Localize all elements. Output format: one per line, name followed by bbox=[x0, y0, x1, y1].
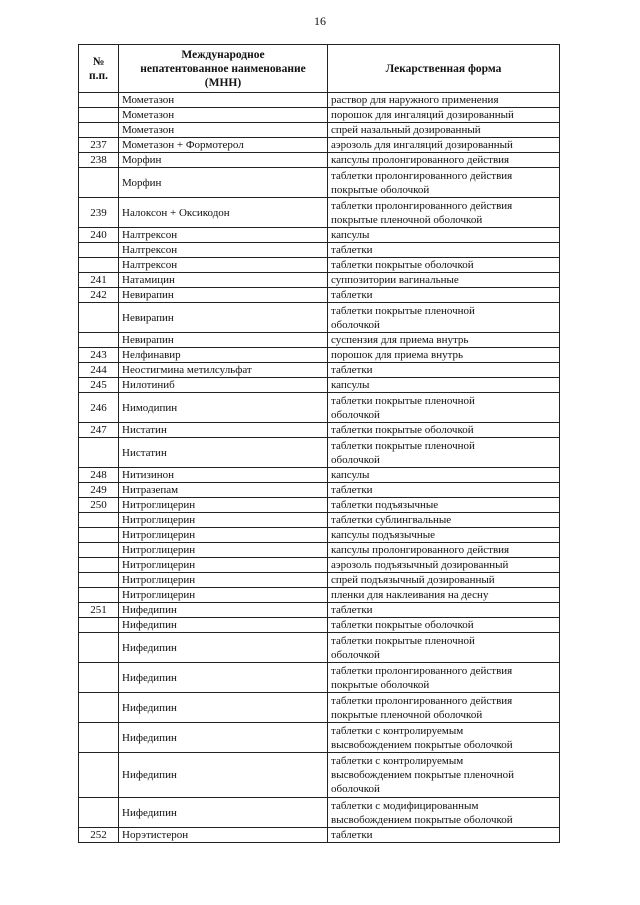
row-dosage-form-cell: раствор для наружного применения bbox=[328, 93, 560, 108]
row-inn-cell: Нитроглицерин bbox=[119, 498, 328, 513]
row-number-cell bbox=[79, 573, 119, 588]
row-dosage-form-cell: таблетки пролонгированного действия покрытые пленочной оболочкой bbox=[328, 198, 560, 228]
table-row bbox=[79, 618, 560, 633]
table-row bbox=[79, 333, 560, 348]
row-number-cell: 250 bbox=[79, 498, 119, 513]
row-inn-cell: Невирапин bbox=[119, 288, 328, 303]
row-number-cell: 238 bbox=[79, 153, 119, 168]
drug-table bbox=[78, 44, 560, 843]
row-number-cell: 243 bbox=[79, 348, 119, 363]
row-inn-cell: Мометазон bbox=[119, 108, 328, 123]
row-number-cell bbox=[79, 723, 119, 753]
row-dosage-form-cell: таблетки пролонгированного действия покрытые пленочной оболочкой bbox=[328, 693, 560, 723]
table-row bbox=[79, 483, 560, 498]
page-number: 16 bbox=[314, 14, 326, 28]
row-number-cell bbox=[79, 693, 119, 723]
row-number-cell bbox=[79, 798, 119, 828]
row-number-cell: 247 bbox=[79, 423, 119, 438]
row-number-cell bbox=[79, 93, 119, 108]
row-inn-cell: Нитразепам bbox=[119, 483, 328, 498]
table-row bbox=[79, 378, 560, 393]
row-inn-cell: Нистатин bbox=[119, 438, 328, 468]
row-dosage-form-cell: капсулы подъязычные bbox=[328, 528, 560, 543]
header-number-text: № п.п. bbox=[88, 55, 108, 82]
row-inn-cell: Невирапин bbox=[119, 333, 328, 348]
row-dosage-form-cell: таблетки bbox=[328, 828, 560, 843]
row-dosage-form-cell: капсулы пролонгированного действия bbox=[328, 543, 560, 558]
row-inn-cell: Нифедипин bbox=[119, 603, 328, 618]
row-inn-cell: Норэтистерон bbox=[119, 828, 328, 843]
row-dosage-form-cell: таблетки покрытые пленочной оболочкой bbox=[328, 393, 560, 423]
row-dosage-form-cell: таблетки покрытые оболочкой bbox=[328, 258, 560, 273]
row-number-cell bbox=[79, 528, 119, 543]
table-row bbox=[79, 93, 560, 108]
row-number-cell bbox=[79, 438, 119, 468]
row-dosage-form-cell: таблетки с контролируемым высвобождением покрытые оболочкой bbox=[328, 723, 560, 753]
row-inn-cell: Нитроглицерин bbox=[119, 513, 328, 528]
table-row bbox=[79, 438, 560, 468]
row-number-cell bbox=[79, 753, 119, 798]
header-number bbox=[79, 45, 119, 93]
table-row bbox=[79, 303, 560, 333]
row-number-cell: 252 bbox=[79, 828, 119, 843]
row-dosage-form-cell: таблетки пролонгированного действия покрытые оболочкой bbox=[328, 663, 560, 693]
row-dosage-form-cell: аэрозоль подъязычный дозированный bbox=[328, 558, 560, 573]
row-dosage-form-cell: капсулы bbox=[328, 378, 560, 393]
table-row bbox=[79, 693, 560, 723]
row-dosage-form-cell: таблетки сублингвальные bbox=[328, 513, 560, 528]
row-dosage-form-cell: таблетки с модифицированным высвобождением покрытые оболочкой bbox=[328, 798, 560, 828]
row-number-cell: 237 bbox=[79, 138, 119, 153]
table-row bbox=[79, 123, 560, 138]
row-number-cell: 239 bbox=[79, 198, 119, 228]
row-inn-cell: Налоксон + Оксикодон bbox=[119, 198, 328, 228]
row-dosage-form-cell: таблетки покрытые оболочкой bbox=[328, 618, 560, 633]
row-dosage-form-cell: спрей подъязычный дозированный bbox=[328, 573, 560, 588]
row-number-cell bbox=[79, 633, 119, 663]
row-dosage-form-cell: аэрозоль для ингаляций дозированный bbox=[328, 138, 560, 153]
row-inn-cell: Нитроглицерин bbox=[119, 588, 328, 603]
row-inn-cell: Морфин bbox=[119, 153, 328, 168]
row-inn-cell: Нитизинон bbox=[119, 468, 328, 483]
header-inn-text: Международное непатентованное наименование (МНН) bbox=[140, 48, 306, 89]
table-row bbox=[79, 663, 560, 693]
table-row bbox=[79, 288, 560, 303]
row-dosage-form-cell: капсулы пролонгированного действия bbox=[328, 153, 560, 168]
row-number-cell bbox=[79, 258, 119, 273]
table-row bbox=[79, 348, 560, 363]
table-row bbox=[79, 633, 560, 663]
row-inn-cell: Мометазон bbox=[119, 93, 328, 108]
row-inn-cell: Нилотиниб bbox=[119, 378, 328, 393]
row-dosage-form-cell: таблетки bbox=[328, 363, 560, 378]
row-inn-cell: Нифедипин bbox=[119, 693, 328, 723]
row-number-cell bbox=[79, 558, 119, 573]
table-row bbox=[79, 393, 560, 423]
row-number-cell: 241 bbox=[79, 273, 119, 288]
row-dosage-form-cell: пленки для наклеивания на десну bbox=[328, 588, 560, 603]
table-row bbox=[79, 198, 560, 228]
row-number-cell: 246 bbox=[79, 393, 119, 423]
row-inn-cell: Нитроглицерин bbox=[119, 543, 328, 558]
row-number-cell bbox=[79, 243, 119, 258]
row-inn-cell: Нитроглицерин bbox=[119, 528, 328, 543]
row-number-cell: 244 bbox=[79, 363, 119, 378]
row-dosage-form-cell: таблетки покрытые пленочной оболочкой bbox=[328, 633, 560, 663]
row-number-cell bbox=[79, 618, 119, 633]
table-row bbox=[79, 363, 560, 378]
table-row bbox=[79, 588, 560, 603]
row-inn-cell: Налтрексон bbox=[119, 243, 328, 258]
row-inn-cell: Невирапин bbox=[119, 303, 328, 333]
row-number-cell bbox=[79, 168, 119, 198]
row-dosage-form-cell: порошок для приема внутрь bbox=[328, 348, 560, 363]
row-dosage-form-cell: таблетки покрытые оболочкой bbox=[328, 423, 560, 438]
row-dosage-form-cell: суспензия для приема внутрь bbox=[328, 333, 560, 348]
table-row bbox=[79, 753, 560, 798]
table-header-row bbox=[79, 45, 560, 93]
row-dosage-form-cell: порошок для ингаляций дозированный bbox=[328, 108, 560, 123]
table-row bbox=[79, 798, 560, 828]
row-inn-cell: Нифедипин bbox=[119, 618, 328, 633]
row-dosage-form-cell: таблетки покрытые пленочной оболочкой bbox=[328, 303, 560, 333]
table-row bbox=[79, 828, 560, 843]
row-dosage-form-cell: таблетки с контролируемым высвобождением покрытые пленочной оболочкой bbox=[328, 753, 560, 798]
row-inn-cell: Нифедипин bbox=[119, 723, 328, 753]
row-number-cell: 245 bbox=[79, 378, 119, 393]
header-dosage-form-text: Лекарственная форма bbox=[385, 62, 502, 75]
table-row bbox=[79, 153, 560, 168]
row-inn-cell: Нитроглицерин bbox=[119, 573, 328, 588]
table-row bbox=[79, 168, 560, 198]
row-number-cell bbox=[79, 543, 119, 558]
row-inn-cell: Неостигмина метилсульфат bbox=[119, 363, 328, 378]
row-inn-cell: Нимодипин bbox=[119, 393, 328, 423]
row-dosage-form-cell: таблетки bbox=[328, 483, 560, 498]
table-row bbox=[79, 273, 560, 288]
header-inn bbox=[119, 45, 328, 93]
row-dosage-form-cell: таблетки bbox=[328, 288, 560, 303]
table-row bbox=[79, 543, 560, 558]
row-inn-cell: Мометазон + Формотерол bbox=[119, 138, 328, 153]
row-inn-cell: Нифедипин bbox=[119, 753, 328, 798]
row-inn-cell: Нелфинавир bbox=[119, 348, 328, 363]
table-row bbox=[79, 528, 560, 543]
row-number-cell: 242 bbox=[79, 288, 119, 303]
row-number-cell: 240 bbox=[79, 228, 119, 243]
row-inn-cell: Морфин bbox=[119, 168, 328, 198]
row-number-cell: 251 bbox=[79, 603, 119, 618]
table-row bbox=[79, 228, 560, 243]
table-row bbox=[79, 723, 560, 753]
row-number-cell: 248 bbox=[79, 468, 119, 483]
row-dosage-form-cell: таблетки bbox=[328, 603, 560, 618]
header-dosage-form bbox=[328, 45, 560, 93]
table-row bbox=[79, 558, 560, 573]
row-dosage-form-cell: таблетки bbox=[328, 243, 560, 258]
row-dosage-form-cell: таблетки покрытые пленочной оболочкой bbox=[328, 438, 560, 468]
row-number-cell bbox=[79, 108, 119, 123]
row-inn-cell: Нифедипин bbox=[119, 798, 328, 828]
row-inn-cell: Нитроглицерин bbox=[119, 558, 328, 573]
table-row bbox=[79, 513, 560, 528]
row-number-cell bbox=[79, 588, 119, 603]
table-row bbox=[79, 498, 560, 513]
row-dosage-form-cell: капсулы bbox=[328, 228, 560, 243]
row-inn-cell: Налтрексон bbox=[119, 258, 328, 273]
table-row bbox=[79, 573, 560, 588]
table-row bbox=[79, 468, 560, 483]
table-row bbox=[79, 603, 560, 618]
row-dosage-form-cell: капсулы bbox=[328, 468, 560, 483]
table-row bbox=[79, 423, 560, 438]
row-inn-cell: Нифедипин bbox=[119, 633, 328, 663]
row-number-cell bbox=[79, 663, 119, 693]
row-inn-cell: Нифедипин bbox=[119, 663, 328, 693]
row-dosage-form-cell: таблетки подъязычные bbox=[328, 498, 560, 513]
row-number-cell bbox=[79, 333, 119, 348]
table-row bbox=[79, 108, 560, 123]
row-dosage-form-cell: спрей назальный дозированный bbox=[328, 123, 560, 138]
table-body bbox=[79, 93, 560, 843]
row-inn-cell: Налтрексон bbox=[119, 228, 328, 243]
table-row bbox=[79, 138, 560, 153]
row-number-cell bbox=[79, 303, 119, 333]
table-row bbox=[79, 258, 560, 273]
row-dosage-form-cell: таблетки пролонгированного действия покрытые оболочкой bbox=[328, 168, 560, 198]
row-inn-cell: Натамицин bbox=[119, 273, 328, 288]
row-number-cell: 249 bbox=[79, 483, 119, 498]
row-dosage-form-cell: суппозитории вагинальные bbox=[328, 273, 560, 288]
row-inn-cell: Мометазон bbox=[119, 123, 328, 138]
row-number-cell bbox=[79, 123, 119, 138]
table-row bbox=[79, 243, 560, 258]
row-inn-cell: Нистатин bbox=[119, 423, 328, 438]
row-number-cell bbox=[79, 513, 119, 528]
